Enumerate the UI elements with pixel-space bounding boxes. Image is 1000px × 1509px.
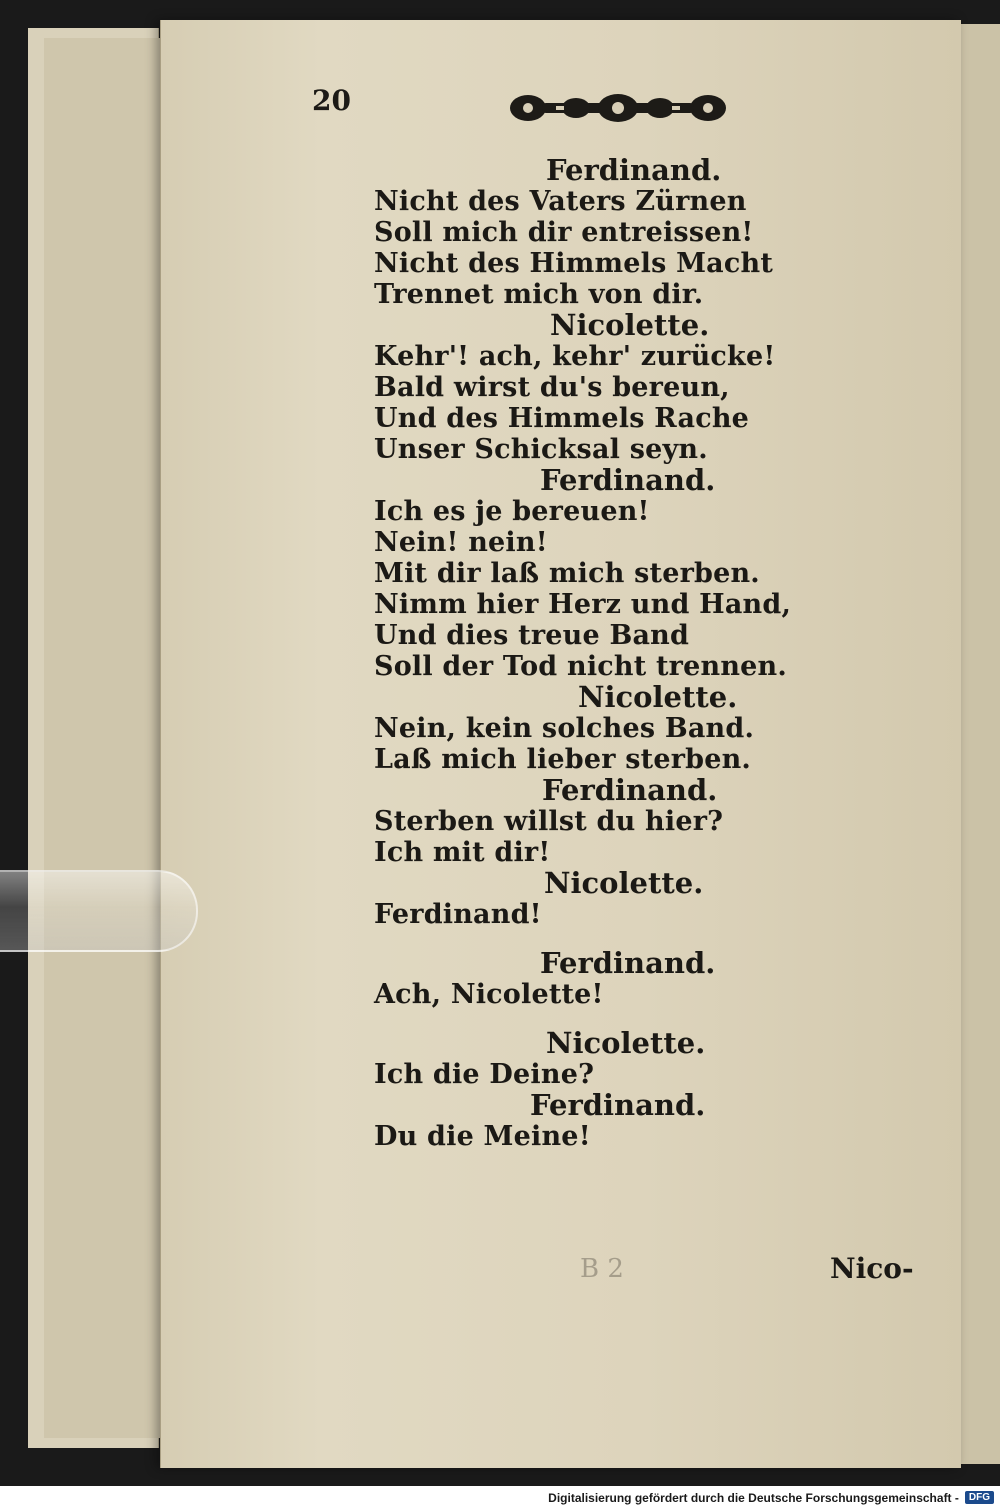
verse-line: Kehr'! ach, kehr' zurücke! [374, 341, 776, 372]
verse-line: Soll mich dir entreissen! [374, 217, 754, 248]
verse-line: Ich die Deine? [374, 1059, 595, 1090]
verse-line: Soll der Tod nicht trennen. [374, 651, 787, 682]
back-page-sheet-inner [44, 38, 174, 1438]
glass-weight [0, 870, 198, 952]
speaker-name: Ferdinand. [542, 773, 718, 807]
speaker-name: Ferdinand. [530, 1088, 706, 1122]
verse-line: Ich mit dir! [374, 837, 551, 868]
speaker-name: Nicolette. [546, 1026, 706, 1060]
verse-line: Sterben willst du hier? [374, 806, 724, 837]
verse-line: Nein! nein! [374, 527, 548, 558]
footer-credit: Digitalisierung gefördert durch die Deutsche Forschungsgemeinschaft - [548, 1490, 959, 1505]
page-number: 20 [312, 84, 351, 117]
verse-line: Bald wirst du's bereun, [374, 372, 730, 403]
facing-page-edge [958, 24, 1000, 1464]
verse-line: Und dies treue Band [374, 620, 690, 651]
speaker-name: Ferdinand. [540, 463, 716, 497]
verse-line: Ach, Nicolette! [374, 979, 604, 1010]
speaker-name: Ferdinand. [540, 946, 716, 980]
verse-line: Laß mich lieber sterben. [374, 744, 752, 775]
verse-line: Nein, kein solches Band. [374, 713, 755, 744]
speaker-name: Ferdinand. [546, 153, 722, 187]
verse-line: Nimm hier Herz und Hand, [374, 589, 792, 620]
dfg-logo: DFG [965, 1491, 994, 1504]
speaker-name: Nicolette. [544, 866, 704, 900]
footer-bar [0, 1486, 1000, 1509]
verse-line: Nicht des Vaters Zürnen [374, 186, 747, 217]
verse-line: Nicht des Himmels Macht [374, 248, 774, 279]
verse-line: Mit dir laß mich sterben. [374, 558, 760, 589]
verse-line: Ferdinand! [374, 899, 542, 930]
verse-text-block [374, 155, 934, 1152]
speaker-name: Nicolette. [550, 308, 710, 342]
verse-line: Du die Meine! [374, 1121, 591, 1152]
catchword: Nico- [830, 1252, 914, 1285]
ornament-header [506, 88, 730, 128]
speaker-name: Nicolette. [578, 680, 738, 714]
verse-line: Unser Schicksal seyn. [374, 434, 708, 465]
verse-line: Trennet mich von dir. [374, 279, 704, 310]
signature-mark: B 2 [580, 1254, 624, 1284]
verse-line: Und des Himmels Rache [374, 403, 750, 434]
verse-line: Ich es je bereuen! [374, 496, 650, 527]
